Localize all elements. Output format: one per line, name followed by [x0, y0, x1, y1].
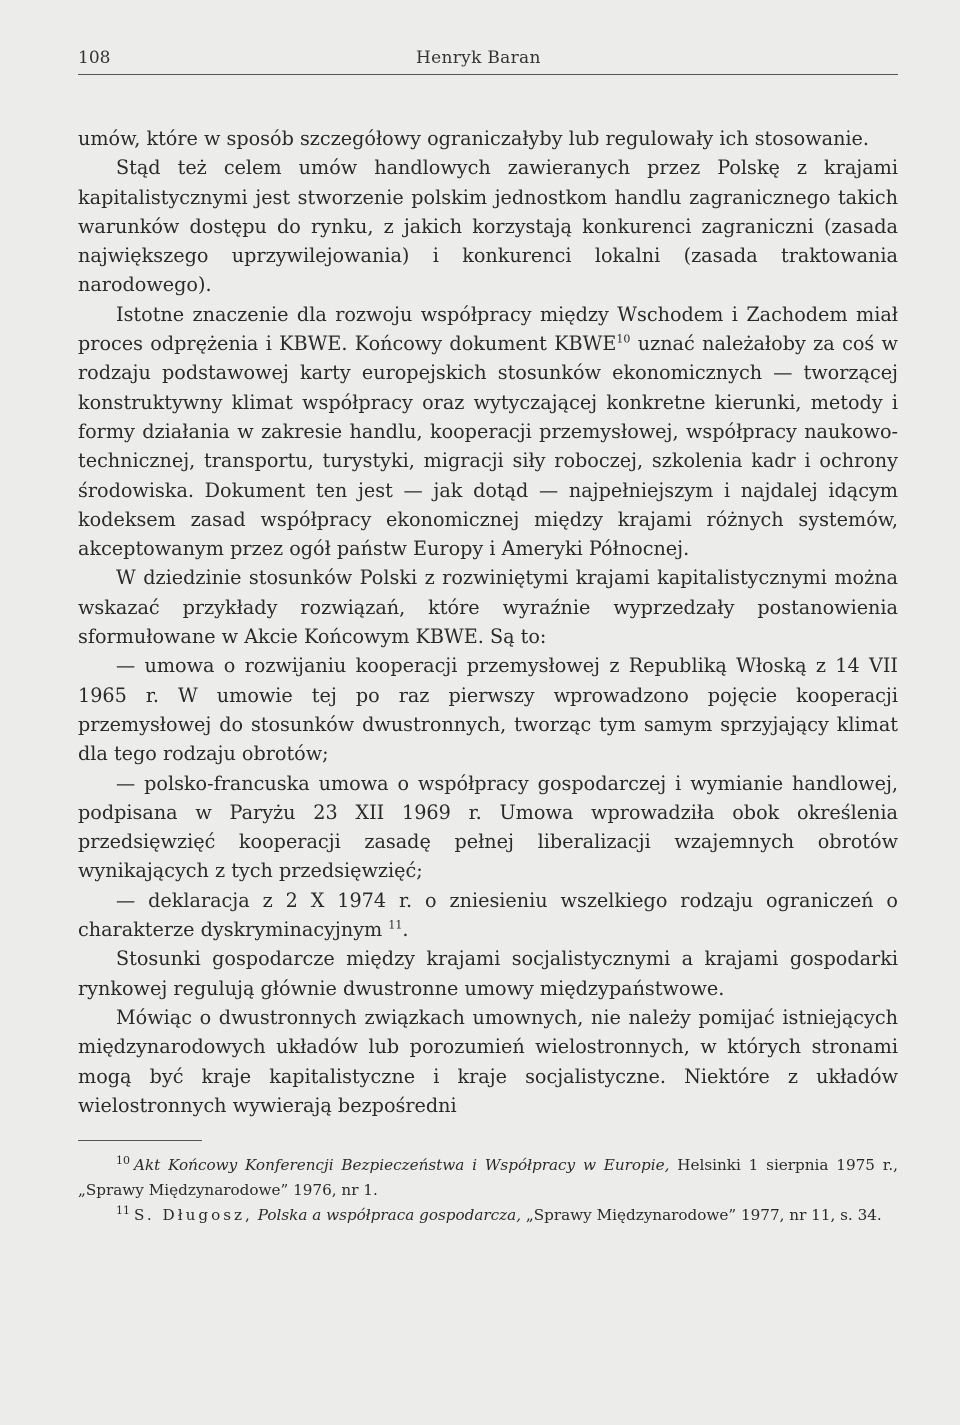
paragraph-kbwe-text-a: Istotne znaczenie dla rozwoju współpracy między Wschodem i Zachodem miał proces odprężenia i KBWE. Końcowy dokument KBWE: [78, 302, 898, 356]
footnote-ref-10: 10: [616, 332, 631, 346]
footnote-rule: [78, 1140, 202, 1141]
footnote-11-marker: [116, 1206, 134, 1224]
paragraph-kbwe: [78, 300, 898, 564]
footnote-11-number: 11: [116, 1204, 130, 1218]
paragraph-trade-agreements: Stąd też celem umów handlowych zawieranych przez Polskę z krajami kapitalistycznymi jest stworzenie polskim jednostkom handlu zagranicznego takich warunków dostępu do rynku, z jakich korzystają konkurenci zagraniczni (zasada największego uprzywilejowania) i konkurenci lokalni (zasada traktowania narodowego).: [78, 156, 898, 297]
footnote-10-marker: [116, 1156, 134, 1174]
footnote-11-author: S. Długosz,: [134, 1206, 253, 1225]
footnote-10-title: Akt Końcowy Konferencji Bezpieczeństwa i Współpracy w Europie,: [134, 1156, 670, 1175]
paragraph-kbwe-text-b: uznać należałoby za coś w rodzaju podstawowej karty europejskich stosunków ekonomicznych — tworzącej konstruktywny klimat współpracy oraz wytyczającej konkretne kierunki, metody i formy działania w zakresie handlu, kooperacji przemysłowej, współpracy naukowo-technicznej, transportu, turystyki, migracji siły roboczej, szkolenia kadr i ochrony środowiska. Dokument ten jest — jak dotąd — najpełniejszym i najdalej idącym kodeksem zasad współpracy ekonomicznej między krajami różnych systemów, akceptowanym przez ogół państw Europy i Ameryki Północnej.: [78, 332, 898, 561]
footnotes: [78, 1153, 898, 1228]
list-item-italy-agreement: — umowa o rozwijaniu kooperacji przemysłowej z Republiką Włoską z 14 VII 1965 r. W umowie tej po raz pierwszy wprowadzono pojęcie kooperacji przemysłowej do stosunków dwustronnych, tworząc tym samym sprzyjający klimat dla tego rodzaju obrotów;: [78, 654, 898, 766]
paragraph-continuation: umów, które w sposób szczegółowy ograniczałyby lub regulowały ich stosowanie.: [78, 127, 870, 150]
footnote-11: [78, 1203, 898, 1228]
page-header: [78, 46, 898, 76]
footnote-10: [78, 1153, 898, 1203]
header-rule: [78, 74, 898, 75]
footnote-ref-11: 11: [388, 918, 403, 932]
footnote-10-source: Helsinki 1 sierpnia 1975 r., „Sprawy Międzynarodowe” 1976, nr 1.: [78, 1156, 899, 1200]
page-number: 108: [78, 48, 111, 68]
list-item-declaration-text: — deklaracja z 2 X 1974 r. o zniesieniu wszelkiego rodzaju ograniczeń o charakterze dyskryminacyjnym: [78, 888, 898, 942]
list-item-declaration-end: .: [402, 918, 409, 942]
list-item-france-agreement: — polsko-francuska umowa o współpracy gospodarczej i wymianie handlowej, podpisana w Paryżu 23 XII 1969 r. Umowa wprowadziła obok określenia przedsięwzięć kooperacji zasadę pełnej liberalizacji wzajemnych obrotów wynikających z tych przedsięwzięć;: [78, 771, 898, 883]
running-head-author: Henryk Baran: [416, 48, 541, 68]
list-item-declaration: [78, 886, 898, 945]
footnote-11-title: Polska a współpraca gospodarcza,: [257, 1206, 522, 1225]
paragraph-multilateral: Mówiąc o dwustronnych związkach umownych, nie należy pomijać istniejących międzynarodowych układów lub porozumień wielostronnych, w których stronami mogą być kraje kapitalistyczne i kraje socjalistyczne. Niektóre z układów wielostronnych wywierają bezpośredni: [78, 1005, 898, 1117]
paragraph-polish-relations: W dziedzinie stosunków Polski z rozwiniętymi krajami kapitalistycznymi można wskazać przykłady rozwiązań, które wyraźnie wyprzedzały postanowienia sformułowane w Akcie Końcowym KBWE. Są to:: [78, 566, 898, 649]
footnote-11-source: „Sprawy Międzynarodowe” 1977, nr 11, s. 34.: [525, 1206, 882, 1225]
body-text: [78, 124, 898, 1120]
paragraph-bilateral-agreements: Stosunki gospodarcze między krajami socjalistycznymi a krajami gospodarki rynkowej regulują głównie dwustronne umowy międzypaństwowe.: [78, 947, 898, 1000]
footnote-10-number: 10: [116, 1154, 130, 1168]
